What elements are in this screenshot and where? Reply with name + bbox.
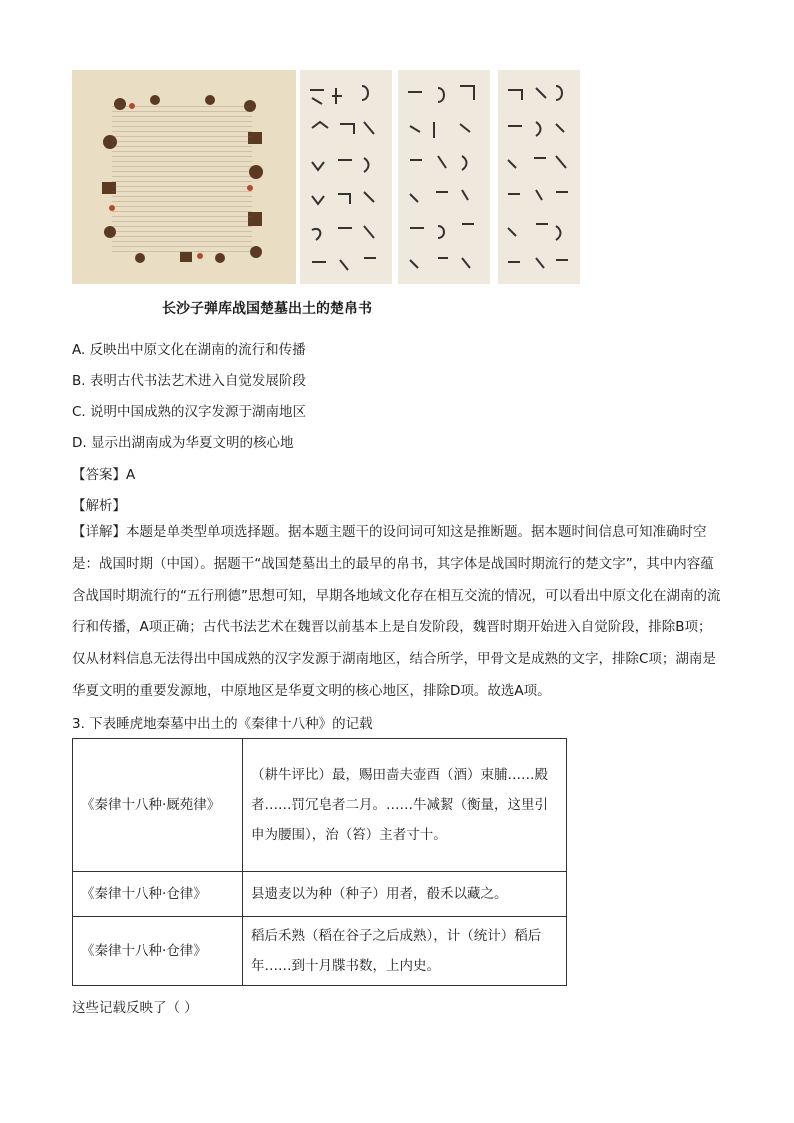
law-title: 《秦律十八种·厩苑律》 [73, 739, 243, 872]
chu-silk-manuscript-image [72, 70, 296, 284]
option-b: B. 表明古代书法艺术进入自觉发展阶段 [72, 373, 306, 389]
answer-line [72, 463, 135, 483]
option-d: D. 显示出湖南成为华夏文明的核心地 [72, 435, 294, 451]
law-title: 《秦律十八种·仓律》 [73, 872, 243, 917]
chu-script-detail-3 [498, 70, 580, 284]
table-row [73, 872, 567, 917]
figure-caption: 长沙子弹库战国楚墓出土的楚帛书 [162, 301, 372, 317]
silk-text-block [112, 106, 252, 256]
table-row [73, 739, 567, 872]
table-row [73, 917, 567, 986]
option-c: C. 说明中国成熟的汉字发源于湖南地区 [72, 404, 307, 420]
law-content: 县遗麦以为种（种子）用者，殽禾以藏之。 [243, 872, 567, 917]
law-title: 《秦律十八种·仓律》 [73, 917, 243, 986]
law-content: 稻后禾熟（稻在谷子之后成熟），计（统计）稻后年……到十月牒书数，上内史。 [243, 917, 567, 986]
question3-stem: 3. 下表睡虎地秦墓中出土的《秦律十八种》的记载 [72, 716, 373, 732]
qin-law-table [72, 738, 567, 986]
question3-prompt: 这些记载反映了（ ） [72, 1000, 198, 1016]
answer-label: 【答案】 [72, 467, 126, 483]
analysis-label: 【解析】 [72, 498, 126, 514]
option-a: A. 反映出中原文化在湖南的流行和传播 [72, 342, 306, 358]
law-content: （耕牛评比）最，赐田啬夫壶酉（酒）束脯……殿者……罚冗皂者二月。……牛减絜（衡量，这里引申为腰围），治（笞）主者寸十。 [243, 739, 567, 872]
detail-explanation: 【详解】本题是单类型单项选择题。据本题主题干的设问词可知这是推断题。据本题时间信息可知准确时空是：战国时期（中国）。据题干“战国楚墓出土的最早的帛书，其字体是战国时期流行的楚文字”，其中内容蕴含战国时期流行的“五行刑德”思想可知，早期各地域文化存在相互交流的情况，可以看出中原文化在湖南的流行和传播，A项正确；古代书法艺术在魏晋以前基本上是自发阶段，魏晋时期开始进入自觉阶段，排除B项；仅从材料信息无法得出中国成熟的汉字发源于湖南地区，结合所学，甲骨文是成熟的文字，排除C项；湖南是华夏文明的重要发源地，中原地区是华夏文明的核心地区，排除D项。故选A项。 [72, 524, 721, 699]
chu-script-detail-2 [398, 70, 490, 284]
answer-value: A [126, 467, 136, 483]
chu-script-detail-1 [300, 70, 392, 284]
